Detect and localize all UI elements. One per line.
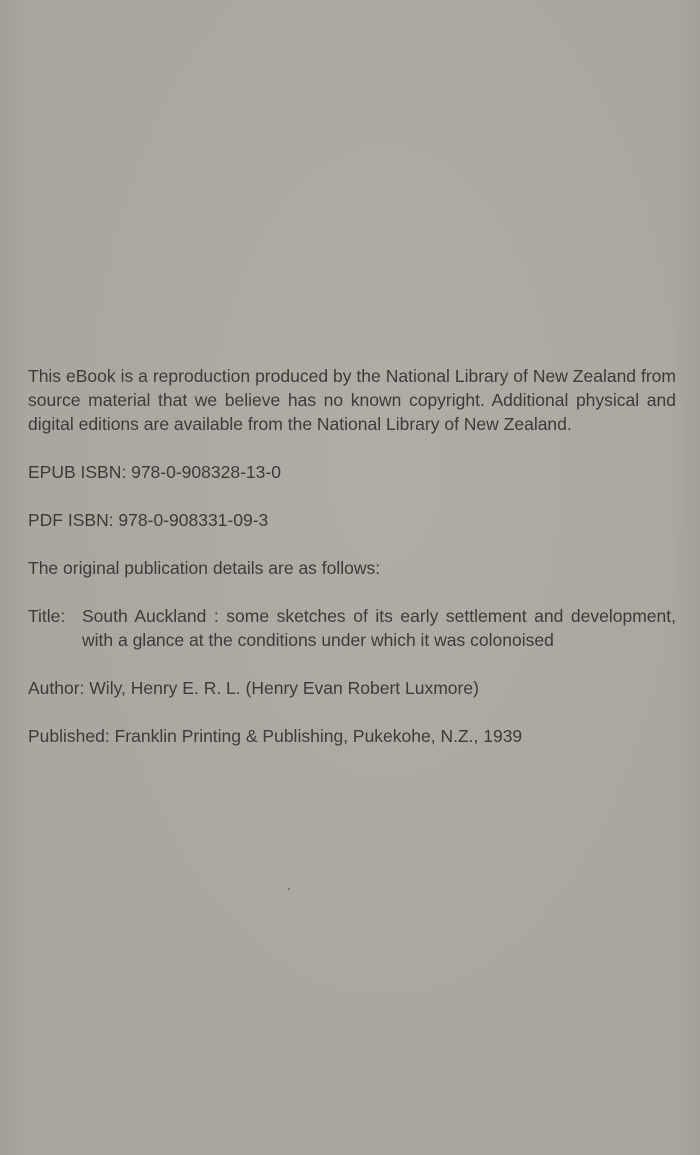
copyright-notice [28,364,676,748]
page-speck [288,888,290,890]
author-detail: Author: Wily, Henry E. R. L. (Henry Evan Robert Luxmore) [28,678,479,698]
original-details-heading: The original publication details are as follows: [28,558,381,578]
published-detail: Published: Franklin Printing & Publishing, Pukekohe, N.Z., 1939 [28,726,523,746]
title-detail [28,604,676,652]
pdf-isbn: PDF ISBN: 978-0-908331-09-3 [28,510,269,530]
epub-isbn: EPUB ISBN: 978-0-908328-13-0 [28,462,281,482]
intro-paragraph: This eBook is a reproduction produced by the National Library of New Zealand from source material that we believe has no known copyright. Additional physical and digital editions are available from the National Library of New Zealand. [28,366,676,434]
title-value: South Auckland : some sketches of its early settlement and development, with a glance at the conditions under which it was colonoised [82,606,676,650]
title-label: Title: [28,606,66,626]
